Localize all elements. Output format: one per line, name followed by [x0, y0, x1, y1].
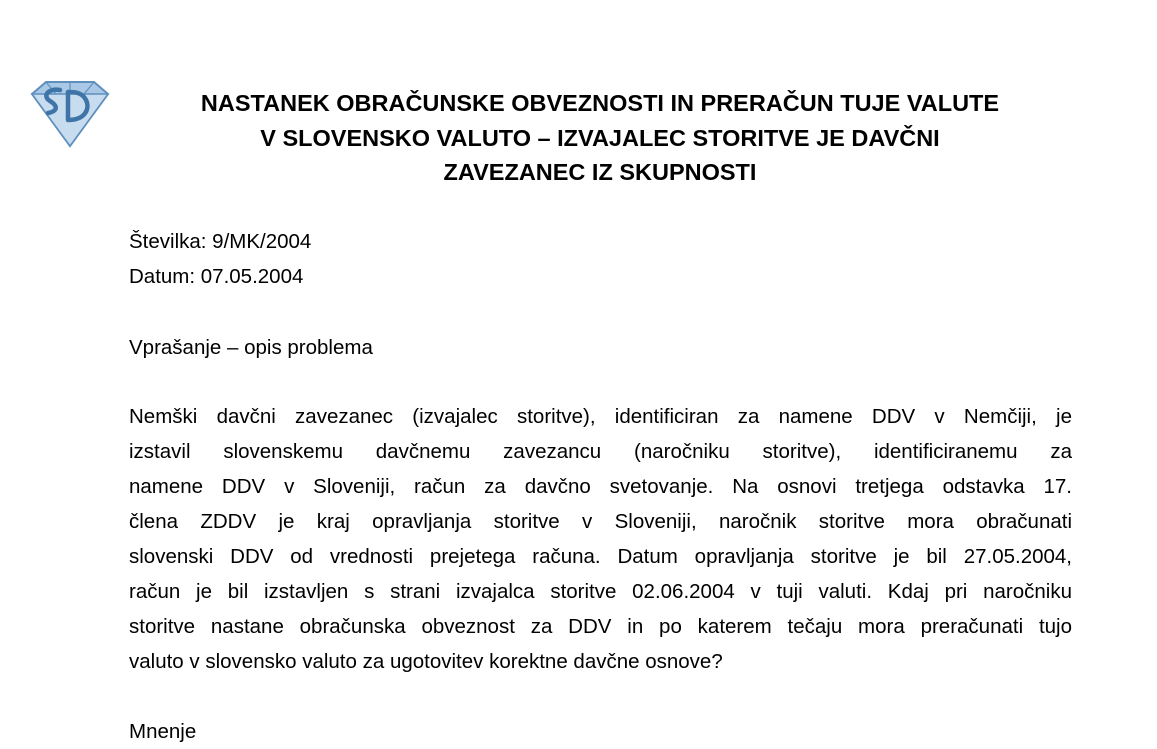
question-heading: Vprašanje – opis problema [129, 336, 373, 359]
document-title [120, 86, 1080, 190]
paragraph-line: račun je bil izstavljen s strani izvajalca storitve 02.06.2004 v tuji valuti. Kdaj pri naročniku [129, 580, 1072, 603]
document-date: Datum: 07.05.2004 [129, 265, 304, 288]
title-line: ZAVEZANEC IZ SKUPNOSTI [443, 159, 757, 185]
document-number: Številka: 9/MK/2004 [129, 230, 312, 253]
paragraph-line: Nemški davčni zavezanec (izvajalec storitve), identificiran za namene DDV v Nemčiji, je [129, 405, 1072, 428]
paragraph-line: storitve nastane obračunska obveznost za DDV in po katerem tečaju mora preračunati tujo [129, 615, 1072, 638]
paragraph-line: izstavil slovenskemu davčnemu zavezancu (naročniku storitve), identificiranemu za [129, 440, 1072, 463]
paragraph-line: člena ZDDV je kraj opravljanja storitve v Sloveniji, naročnik storitve mora obračunati [129, 510, 1072, 533]
sd-diamond-logo-icon [28, 80, 112, 150]
title-line: V SLOVENSKO VALUTO – IZVAJALEC STORITVE JE DAVČNI [260, 124, 940, 151]
paragraph-line: valuto v slovensko valuto za ugotovitev korektne davčne osnove? [129, 650, 723, 673]
document-meta [129, 224, 1072, 294]
title-line: NASTANEK OBRAČUNSKE OBVEZNOSTI IN PRERAČUN TUJE VALUTE [200, 90, 1000, 116]
question-paragraph [129, 399, 1072, 679]
paragraph-line: namene DDV v Sloveniji, račun za davčno svetovanje. Na osnovi tretjega odstavka 17. [129, 475, 1072, 498]
paragraph-line: slovenski DDV od vrednosti prejetega računa. Datum opravljanja storitve je bil 27.05.2004, [129, 545, 1072, 568]
answer-heading: Mnenje [129, 720, 197, 743]
